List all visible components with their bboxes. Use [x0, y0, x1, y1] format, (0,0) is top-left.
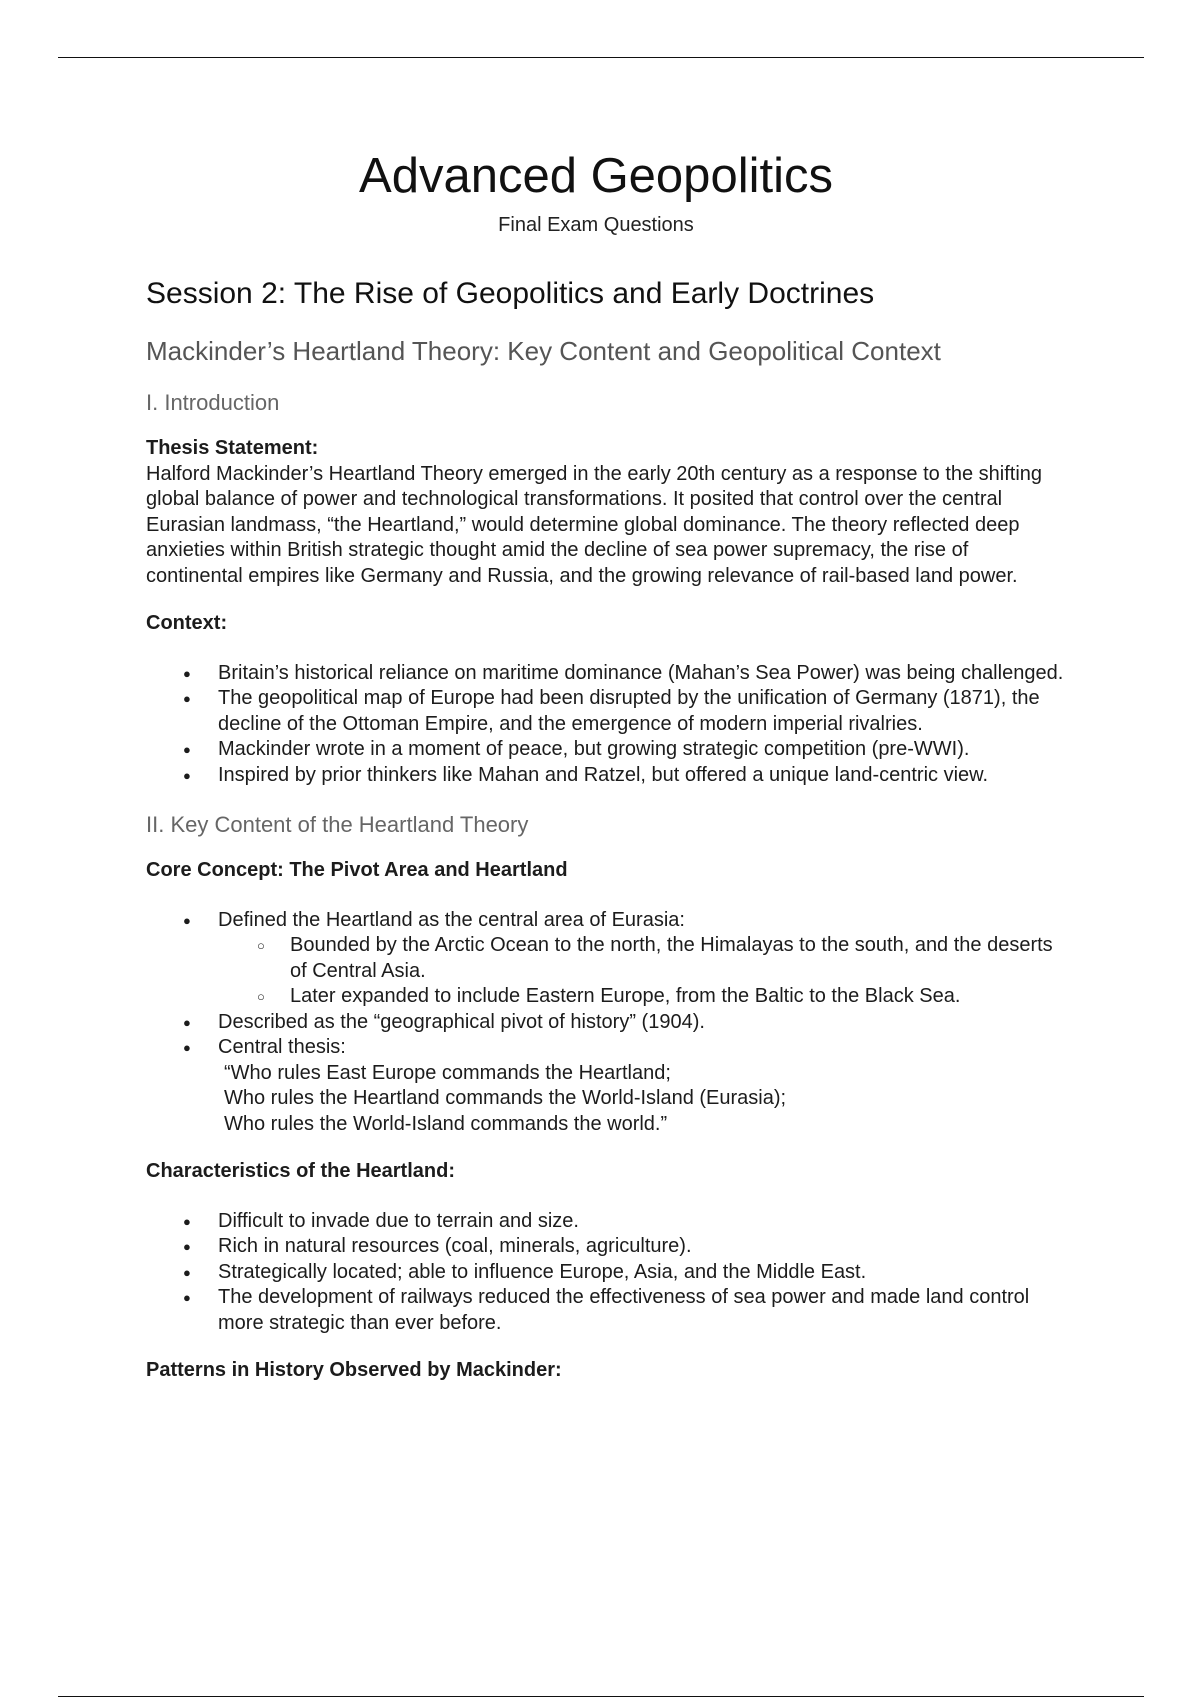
- list-item: ● The geopolitical map of Europe had been disrupted by the unification of Germany (1871), the decline of the Ottoman Empire, and the emergence of modern imperial rivalries.: [218, 686, 1066, 737]
- context-list: [146, 661, 1066, 789]
- list-item: ● Britain’s historical reliance on maritime dominance (Mahan’s Sea Power) was being challenged.: [218, 661, 1066, 687]
- sub-list-item: ○ Bounded by the Arctic Ocean to the north, the Himalayas to the south, and the deserts of Central Asia.: [290, 933, 1066, 984]
- document-body: [146, 274, 1066, 1384]
- list-item-text: Defined the Heartland as the central area of Eurasia:: [218, 908, 685, 931]
- section-heading-key-content: II. Key Content of the Heartland Theory: [146, 812, 529, 837]
- core-concept-list: [146, 908, 1066, 1138]
- section-heading-introduction: I. Introduction: [146, 390, 280, 415]
- core-concept-label: Core Concept: The Pivot Area and Heartland: [146, 859, 568, 881]
- session-heading: Session 2: The Rise of Geopolitics and Early Doctrines: [146, 277, 875, 310]
- characteristics-list: [146, 1209, 1066, 1337]
- top-rule: [58, 57, 1144, 58]
- thesis-quote-line: Who rules the World-Island commands the world.”: [224, 1112, 668, 1135]
- thesis-quote-line: “Who rules East Europe commands the Heartland;: [224, 1061, 671, 1084]
- patterns-label: Patterns in History Observed by Mackinder:: [146, 1359, 562, 1381]
- list-item: ● Strategically located; able to influence Europe, Asia, and the Middle East.: [218, 1260, 1066, 1286]
- document-subtitle: Final Exam Questions: [498, 214, 694, 236]
- bottom-rule: [58, 1696, 1144, 1697]
- thesis-quote-line: Who rules the Heartland commands the World-Island (Eurasia);: [224, 1087, 787, 1109]
- sub-list-item: ○ Later expanded to include Eastern Europe, from the Baltic to the Black Sea.: [290, 984, 1066, 1010]
- thesis-label: Thesis Statement:: [146, 437, 319, 459]
- characteristics-label: Characteristics of the Heartland:: [146, 1160, 455, 1182]
- list-item: ● Mackinder wrote in a moment of peace, but growing strategic competition (pre-WWI).: [218, 737, 1066, 763]
- list-item-text: Central thesis:: [218, 1036, 346, 1058]
- list-item: [218, 1035, 1066, 1137]
- context-label: Context:: [146, 612, 228, 634]
- list-item: ● Inspired by prior thinkers like Mahan and Ratzel, but offered a unique land-centric view.: [218, 763, 1066, 789]
- thesis-paragraph: Halford Mackinder’s Heartland Theory emerged in the early 20th century as a response to the shifting global balance of power and technological transformations. It posited that control over the central Eurasian landmass, “the Heartland,” would determine global dominance. The theory reflected deep anxieties within British strategic thought amid the decline of sea power supremacy, the rise of continental empires like Germany and Russia, and the growing relevance of rail-based land power.: [146, 462, 1043, 587]
- list-item: ● Described as the “geographical pivot of history” (1904).: [218, 1010, 1066, 1036]
- sub-list: [218, 933, 1066, 1010]
- list-item: ● Rich in natural resources (coal, minerals, agriculture).: [218, 1234, 1066, 1260]
- list-item: [218, 908, 1066, 1010]
- list-item: ● Difficult to invade due to terrain and size.: [218, 1209, 1066, 1235]
- list-item: ● The development of railways reduced the effectiveness of sea power and made land control more strategic than ever before.: [218, 1285, 1066, 1336]
- topic-heading: Mackinder’s Heartland Theory: Key Content and Geopolitical Context: [146, 336, 941, 366]
- document-title: Advanced Geopolitics: [359, 149, 833, 203]
